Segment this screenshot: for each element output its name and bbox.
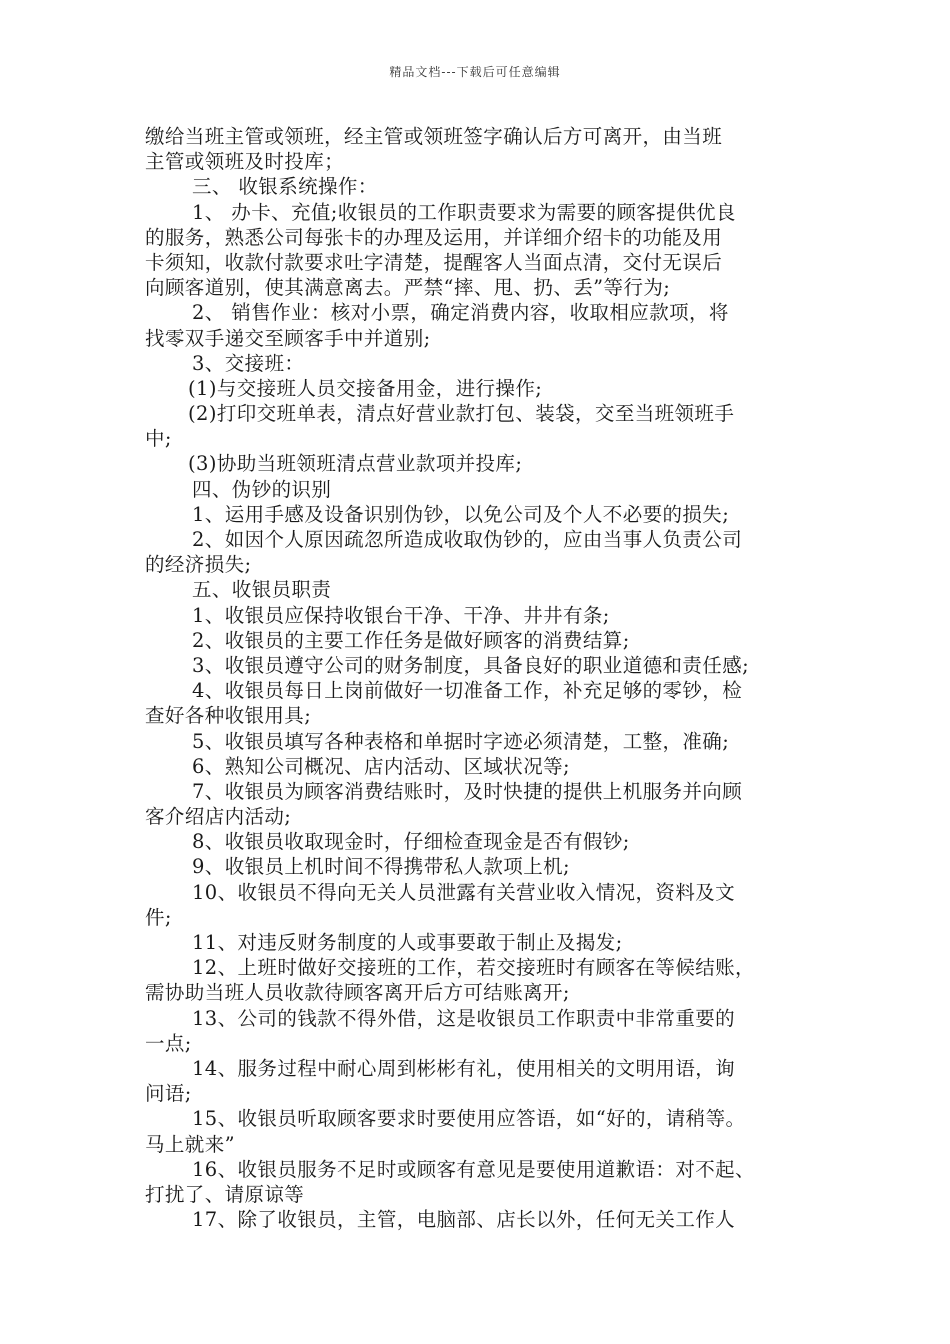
text-line: 件; [145, 905, 172, 929]
text-line: 8、收银员收取现金时，仔细检查现金是否有假钞; [192, 830, 630, 854]
text-line: 12、上班时做好交接班的工作，若交接班时有顾客在等候结账， [192, 956, 755, 980]
text-line: 问语; [145, 1082, 192, 1106]
text-line: 16、收银员服务不足时或顾客有意见是要使用道歉语：对不起、 [192, 1157, 755, 1181]
text-line: (3)协助当班领班清点营业款项并投库; [188, 452, 523, 476]
text-line: 打扰了、请原谅等 [145, 1182, 305, 1206]
text-line: 四、伪钞的识别 [192, 477, 332, 501]
text-line: 14、服务过程中耐心周到彬彬有礼，使用相关的文明用语，询 [192, 1056, 736, 1080]
document-body [145, 124, 815, 1232]
text-line: 10、收银员不得向无关人员泄露有关营业收入情况，资料及文 [192, 880, 736, 904]
text-line: 三、 收银系统操作： [192, 175, 378, 199]
text-line: 2、收银员的主要工作任务是做好顾客的消费结算; [192, 628, 630, 652]
text-line: 一点; [145, 1031, 192, 1055]
text-line: 查好各种收银用具; [145, 704, 312, 728]
text-line: 3、交接班： [192, 351, 305, 375]
text-line: (1)与交接班人员交接备用金，进行操作; [188, 376, 543, 400]
text-line: 中; [145, 427, 172, 451]
text-line: (2)打印交班单表，清点好营业款打包、装袋，交至当班领班手 [188, 402, 735, 426]
text-line: 1、收银员应保持收银台干净、干净、井井有条; [192, 603, 610, 627]
text-line: 1、运用手感及设备识别伪钞，以免公司及个人不必要的损失; [192, 502, 730, 526]
text-line: 2、如因个人原因疏忽所造成收取伪钞的，应由当事人负责公司 [192, 528, 743, 551]
text-line: 找零双手递交至顾客手中并道别; [145, 326, 431, 350]
text-line: 向顾客道别，使其满意离去。严禁“摔、甩、扔、丢”等行为; [145, 276, 671, 300]
text-line: 3、收银员遵守公司的财务制度，具备良好的职业道德和责任感; [192, 653, 750, 677]
text-line: 客介绍店内活动; [145, 805, 292, 829]
text-line: 马上就来” [145, 1132, 235, 1156]
text-line: 5、收银员填写各种表格和单据时字迹必须清楚，工整，准确; [192, 729, 730, 753]
text-line: 15、收银员听取顾客要求时要使用应答语，如“好的，请稍等。 [192, 1107, 746, 1131]
text-line: 11、对违反财务制度的人或事要敢于制止及揭发; [192, 931, 623, 954]
text-line: 7、收银员为顾客消费结账时，及时快捷的提供上机服务并向顾 [192, 779, 743, 803]
text-line: 缴给当班主管或领班，经主管或领班签字确认后方可离开，由当班 [145, 125, 723, 148]
page-header: 精品文档---下载后可任意编辑 [389, 65, 561, 79]
text-line: 4、收银员每日上岗前做好一切准备工作，补充足够的零钞，检 [192, 679, 743, 703]
text-line: 1、 办卡、充值;收银员的工作职责要求为需要的顾客提供优良 [192, 200, 736, 224]
text-line: 17、除了收银员，主管，电脑部、店长以外，任何无关工作人 [192, 1208, 736, 1232]
text-line: 的服务，熟悉公司每张卡的办理及运用，并详细介绍卡的功能及用 [145, 225, 723, 249]
text-line: 的经济损失; [145, 553, 252, 577]
text-line: 9、收银员上机时间不得携带私人款项上机; [192, 855, 570, 879]
text-line: 需协助当班人员收款待顾客离开后方可结账离开; [145, 981, 570, 1005]
text-line: 主管或领班及时投库； [145, 150, 345, 174]
text-line: 6、熟知公司概况、店内活动、区域状况等; [192, 754, 570, 778]
text-line: 卡须知，收款付款要求吐字清楚，提醒客人当面点清，交付无误后 [145, 250, 723, 274]
text-line: 2、 销售作业：核对小票，确定消费内容，收取相应款项，将 [192, 301, 729, 325]
text-line: 13、公司的钱款不得外借，这是收银员工作职责中非常重要的 [192, 1006, 736, 1030]
text-line: 五、收银员职责 [192, 578, 332, 602]
